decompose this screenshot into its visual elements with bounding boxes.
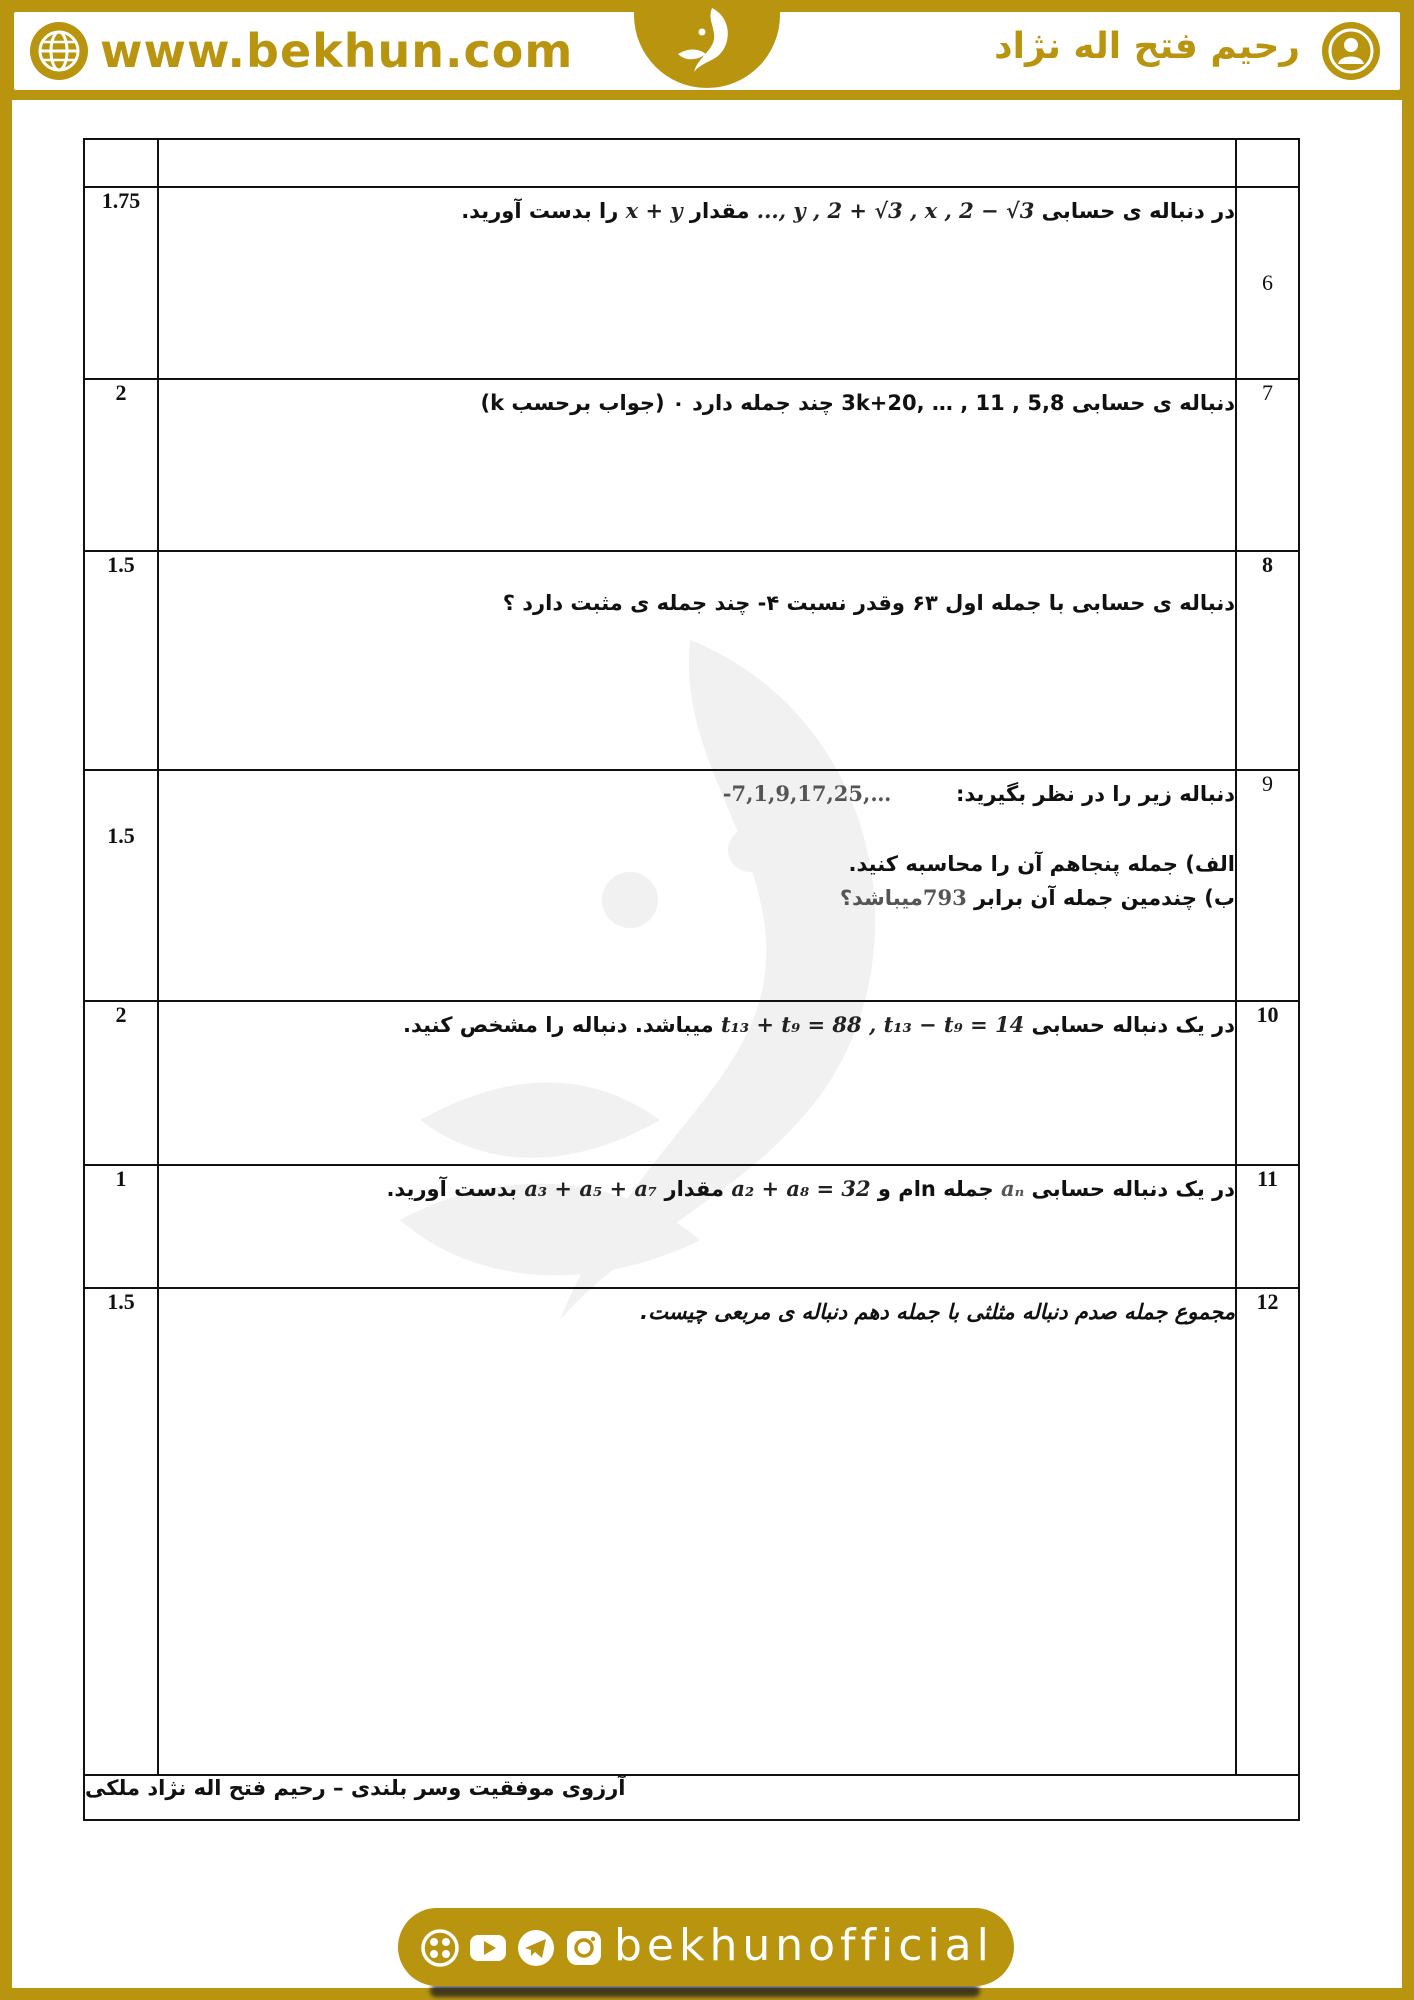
question-row [84, 379, 1299, 551]
q9-part-b-post: میباشد؟ [839, 886, 923, 910]
header-cell-score [84, 139, 158, 187]
q9-part-a: الف) جمله پنجاهم آن را محاسبه کنید. [848, 852, 1235, 876]
instagram-icon[interactable] [564, 1928, 604, 1968]
header-cell-number [1236, 139, 1299, 187]
globe-icon [28, 20, 90, 82]
frame-left [0, 0, 12, 2000]
question-row [84, 187, 1299, 379]
question-score: 2 [84, 1001, 158, 1165]
question-score: 1.5 [84, 1288, 158, 1775]
question-text [158, 1165, 1236, 1288]
question-number: 7 [1236, 379, 1299, 551]
q8-text: دنباله ی حسابی با جمله اول ۶۳ وقدر نسبت ۴- چند جمله ی مثبت دارد ؟ [502, 591, 1235, 615]
q11-an-math: aₙ [1001, 1176, 1025, 1201]
social-handle[interactable]: bekhunofficial [614, 1920, 994, 1971]
question-number: 6 [1236, 187, 1299, 379]
question-score: 1.75 [84, 187, 158, 379]
exam-footer-text: آرزوی موفقیت وسر بلندی – رحیم فتح اله نژاد ملکی [84, 1775, 1299, 1820]
table-header-row [84, 139, 1299, 187]
question-number: 12 [1236, 1288, 1299, 1775]
question-score: 2 [84, 379, 158, 551]
question-text [158, 379, 1236, 551]
q9-part-b-value: 793 [922, 885, 967, 910]
q6-sequence-math: ..., y , 2 + √3 , x , 2 − √3 [756, 198, 1035, 223]
header-cell-question [158, 139, 1236, 187]
q6-text-post: را بدست آورید. [461, 199, 619, 223]
author-name: رحیم فتح اله نژاد [994, 26, 1300, 67]
q10-math: t₁₃ + t₉ = 88 , t₁₃ − t₉ = 14 [720, 1012, 1025, 1037]
q10-text-post: میباشد. دنباله را مشخص کنید. [402, 1013, 714, 1037]
social-bar-shadow [430, 1985, 980, 1997]
q7-text: دنباله ی حسابی 3k+20, … , 11 , 5,8 چند جمله دارد ۰ (جواب برحسب k) [480, 391, 1235, 415]
frame-right [1402, 0, 1414, 2000]
q11-sum-math: a₃ + a₅ + a₇ [524, 1176, 658, 1201]
question-number: 11 [1236, 1165, 1299, 1288]
q11-text-mid2: مقدار [657, 1177, 725, 1201]
question-row [84, 1001, 1299, 1165]
q6-text-mid: مقدار [682, 199, 750, 223]
aparat-icon[interactable] [420, 1928, 460, 1968]
question-row [84, 1165, 1299, 1288]
bekhun-logo-icon [672, 4, 742, 82]
q6-text-pre: در دنباله ی حسابی [1034, 199, 1235, 223]
telegram-icon[interactable] [516, 1928, 556, 1968]
q11-text-post: بدست آورید. [386, 1177, 517, 1201]
question-number: 9 [1236, 770, 1299, 1001]
user-icon [1320, 20, 1382, 82]
question-row [84, 1288, 1299, 1775]
q9-intro: دنباله زیر را در نظر بگیرید: [955, 782, 1235, 806]
question-text [158, 1001, 1236, 1165]
q9-sequence: -7,1,9,17,25,… [722, 781, 892, 806]
question-score: 1.5 [84, 770, 158, 1001]
table-footer-row [84, 1775, 1299, 1820]
question-score: 1.5 [84, 551, 158, 770]
q12-text: مجموع جمله صدم دنباله مثلثی با جمله دهم دنباله ی مربعی چیست. [640, 1300, 1235, 1324]
q10-text-pre: در یک دنباله حسابی [1024, 1013, 1235, 1037]
header-bar [0, 0, 1414, 100]
question-text [158, 551, 1236, 770]
youtube-icon[interactable] [468, 1928, 508, 1968]
q11-condition-math: a₂ + a₈ = 32 [731, 1176, 871, 1201]
q11-text-pre: در یک دنباله حسابی [1024, 1177, 1235, 1201]
question-number: 10 [1236, 1001, 1299, 1165]
q11-text-mid: جمله nام و [870, 1177, 994, 1201]
question-score: 1 [84, 1165, 158, 1288]
question-row [84, 551, 1299, 770]
q6-sum-math: x + y [625, 198, 683, 223]
exam-table [83, 138, 1300, 1821]
website-url[interactable]: www.bekhun.com [100, 24, 574, 78]
q9-part-b-pre: ب) چندمین جمله آن برابر [966, 886, 1235, 910]
question-row [84, 770, 1299, 1001]
question-text [158, 770, 1236, 1001]
question-text [158, 187, 1236, 379]
social-bar [398, 1908, 1014, 1986]
question-number: 8 [1236, 551, 1299, 770]
question-text [158, 1288, 1236, 1775]
